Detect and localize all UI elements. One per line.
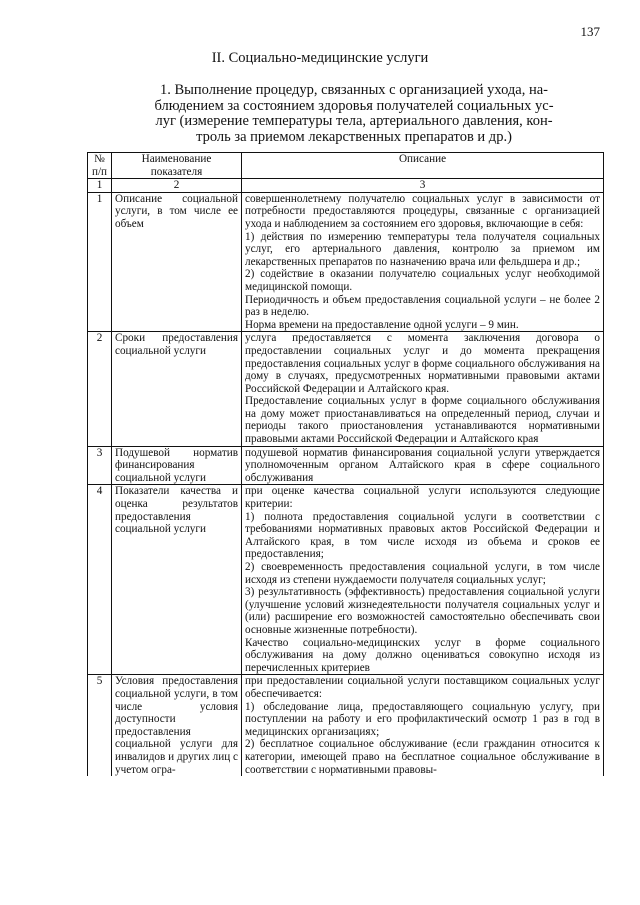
section-title: II. Социально-медицинские услуги [211,50,429,66]
description-paragraph: при оценке качества социальной услуги используются следующие критерии: [245,485,600,511]
row-number: 3 [88,446,112,485]
table-row [88,675,604,776]
description-paragraph: 2) бесплатное социальное обслуживание (если гражданин относится к категории, имеющей право на бесплатное социальное обслуживание в соответствии с нормативными правовы- [245,738,600,776]
header-number: № п/п [88,153,112,179]
description-paragraph: 1) действия по измерению температуры тела получателя социальных услуг, его артериального давления, контролю за приемом им лекарственных препаратов по назначению врача или фельдшера и др.; [245,230,600,268]
row-name: Подушевой норматив финансирования социальной услуги [112,446,242,485]
description-paragraph: Периодичность и объем предоставления социальной услуги – не более 2 раз в неделю. [245,293,600,319]
service-title-line: блюдением за состоянием здоровья получателей социальных ус- [154,97,554,114]
header-name: Наименование показателя [112,153,242,179]
column-number-row [88,179,604,193]
description-paragraph: 3) результативность (эффективность) предоставления социальной услуги (улучшение условий жизнедеятельности получателя социальных услуг и (или) расширение его возможностей самостоятельно обеспечивать свои основные жизненные потребности). [245,586,600,636]
page-number: 137 [580,24,600,39]
service-title-line: луг (измерение температуры тела, артериального давления, кон- [155,113,553,129]
row-name: Условия предоставления социальной услуги, в том числе условия доступности предоставления социальной услуги для инвалидов и других лиц с учетом огра- [112,675,242,776]
row-description [242,446,604,485]
header-description: Описание [242,153,604,179]
description-paragraph: 2) своевременность предоставления социальной услуги, в том числе исходя из степени нуждаемости получателя социальных услуг; [245,561,600,586]
table-row [88,446,604,485]
table-row [88,485,604,675]
column-number: 2 [112,179,242,193]
service-title [108,83,600,145]
row-name: Сроки предоставления социальной услуги [112,332,242,446]
service-title-line: троль за приемом лекарственных препаратов и др.) [196,128,512,145]
table-header-row [88,153,604,179]
row-number: 4 [88,485,112,675]
description-paragraph: совершеннолетнему получателю социальных услуг в зависимости от потребности предоставляются процедуры, связанные с организацией ухода и наблюдением за состоянием его здоровья, включающие в себя: [245,192,600,230]
description-paragraph: 1) обследование лица, предоставляющего социальную услугу, при поступлении на работу и его профилактический осмотр 1 раз в год в медицинских организациях; [245,700,600,738]
description-paragraph: Предоставление социальных услуг в форме социального обслуживания на дому может приостанавливаться на определенный период, случаи и периоды такого приостановления устанавливаются нормативными правовыми актами Российской Федерации и Алтайского края [245,395,600,446]
row-description [242,485,604,675]
description-paragraph: 2) содействие в оказании получателю социальных услуг необходимой медицинской помощи. [245,268,600,293]
services-table [87,152,604,776]
column-number: 3 [242,179,604,193]
service-title-line: 1. Выполнение процедур, связанных с организацией ухода, на- [159,82,549,98]
description-paragraph: подушевой норматив финансирования социальной услуги утверждается уполномоченным органом Алтайского края в сфере социального обслуживания [245,446,600,484]
row-number: 5 [88,675,112,776]
column-number: 1 [88,179,112,193]
description-paragraph: при предоставлении социальной услуги поставщиком социальных услуг обеспечивается: [245,675,600,700]
row-name: Описание социальной услуги, в том числе ее объем [112,192,242,332]
description-paragraph: Качество социально-медицинских услуг в форме социального обслуживания на дому должно оцениваться совокупно исходя из перечисленных критериев [245,636,600,674]
description-paragraph: 1) полнота предоставления социальной услуги в соответствии с требованиями нормативных правовых актов Российской Федерации и Алтайского края, в том числе исходя из объема и сроков ее предоставления; [245,510,600,561]
row-number: 1 [88,192,112,332]
row-description [242,332,604,446]
description-paragraph: услуга предоставляется с момента заключения договора о предоставлении социальных услуг и до момента прекращения предоставления социальных услуг в форме социального обслуживания на дому в случаях, предусмотренных нормативными правовыми актами Российской Федерации и Алтайского края. [245,332,600,395]
description-paragraph: Норма времени на предоставление одной услуги – 9 мин. [245,318,519,331]
row-description [242,192,604,332]
row-number: 2 [88,332,112,446]
table-row [88,332,604,446]
row-name: Показатели качества и оценка результатов предоставления социальной услуги [112,485,242,675]
table-row [88,192,604,332]
row-description [242,675,604,776]
